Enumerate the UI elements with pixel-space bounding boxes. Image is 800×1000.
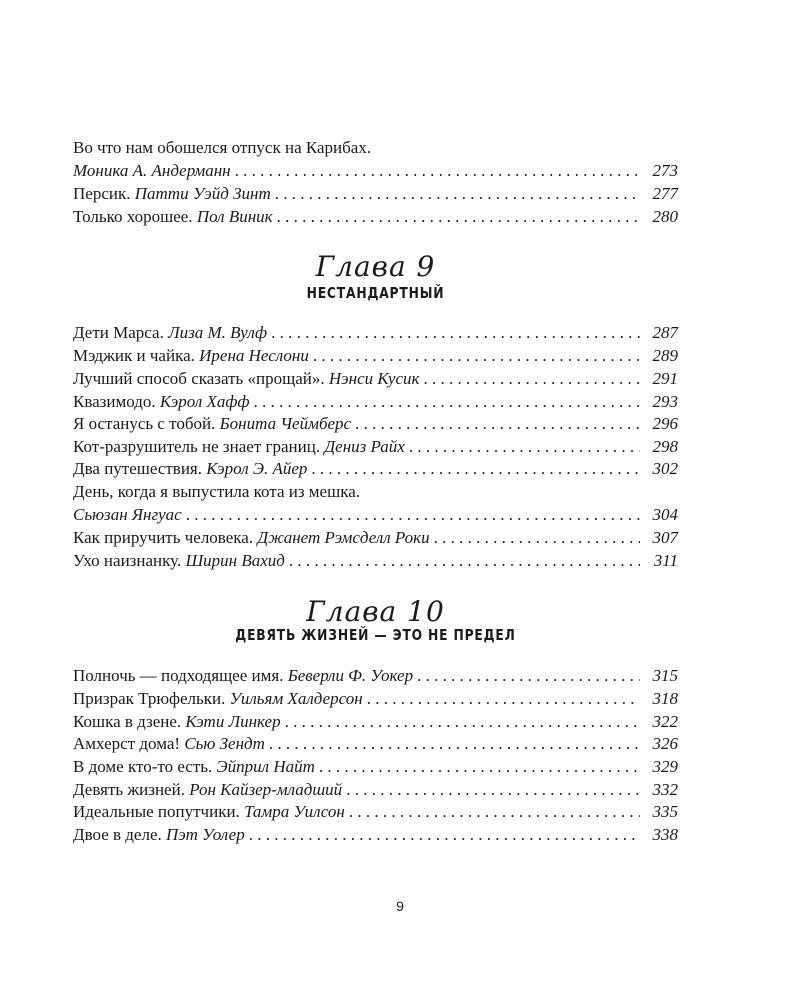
entry-title: Квазимодо. <box>73 392 160 411</box>
leader-dots <box>285 710 640 733</box>
entry-author: Пэт Уолер <box>166 825 245 844</box>
leader-dots <box>254 390 640 413</box>
entry-author: Ирена Неслони <box>199 346 309 365</box>
entry-page-number: 311 <box>653 551 678 570</box>
entry-page-number: 307 <box>652 528 678 547</box>
toc-entry[interactable] <box>73 159 678 182</box>
toc-entry[interactable] <box>73 390 678 413</box>
entry-title: Призрак Трюфельки. <box>73 689 230 708</box>
leader-dots <box>289 549 640 572</box>
entry-title: Кот-разрушитель не знает границ. <box>73 437 325 456</box>
leader-dots <box>434 526 640 549</box>
toc-entry[interactable] <box>73 526 678 549</box>
entry-page-number: 277 <box>652 184 678 203</box>
leader-dots <box>275 182 640 205</box>
leader-dots <box>417 664 640 687</box>
entry-author: Беверли Ф. Уокер <box>287 666 414 685</box>
leader-dots <box>269 732 640 755</box>
toc-entry[interactable] <box>73 664 678 687</box>
leader-dots <box>186 503 640 526</box>
toc-entry[interactable] <box>73 800 678 823</box>
entry-title: Лучший способ сказать «прощай». <box>73 369 329 388</box>
leader-dots <box>311 457 640 480</box>
leader-dots <box>349 800 640 823</box>
entry-author: Кэти Линкер <box>185 712 281 731</box>
entry-page-number: 318 <box>652 689 678 708</box>
entry-page-number: 289 <box>652 346 678 365</box>
entry-author: Лиза М. Вулф <box>168 323 268 342</box>
entry-title: Дети Марса. <box>73 323 169 342</box>
toc-entry[interactable] <box>73 344 678 367</box>
entry-page-number: 287 <box>652 323 678 342</box>
entry-page-number: 273 <box>652 161 678 180</box>
leader-dots <box>346 778 640 801</box>
entry-author: Сью Зендт <box>184 734 265 753</box>
toc-entry[interactable] <box>73 435 678 458</box>
chapter-subtitle: НЕСТАНДАРТНЫЙ <box>306 284 445 302</box>
entry-author: Эйприл Найт <box>216 757 315 776</box>
leader-dots <box>277 205 640 228</box>
toc-entry[interactable] <box>73 412 678 435</box>
entry-title: Полночь — подходящее имя. <box>73 666 288 685</box>
entry-author: Моника А. Андерманн <box>73 161 231 180</box>
entry-title: День, когда я выпустила кота из мешка. <box>73 482 360 501</box>
entry-page-number: 338 <box>652 825 678 844</box>
toc-entry[interactable] <box>73 710 678 733</box>
entry-page-number: 293 <box>652 392 678 411</box>
toc-entry[interactable] <box>73 457 678 480</box>
entry-title: Девять жизней. <box>73 780 190 799</box>
entry-title: Идеальные попутчики. <box>73 802 245 821</box>
toc-entry[interactable] <box>73 205 678 228</box>
entry-author: Бонита Чеймберс <box>219 414 352 433</box>
entry-author: Пол Виник <box>196 207 273 226</box>
entry-page-number: 335 <box>652 802 678 821</box>
toc-entry[interactable] <box>73 732 678 755</box>
entry-title: Амхерст дома! <box>73 734 185 753</box>
leader-dots <box>249 823 640 846</box>
entry-page-number: 280 <box>652 207 678 226</box>
entry-page-number: 291 <box>652 369 678 388</box>
leader-dots <box>271 321 640 344</box>
toc-entry[interactable] <box>73 480 678 503</box>
leader-dots <box>319 755 640 778</box>
entry-author: Патти Уэйд Зинт <box>134 184 271 203</box>
entry-title: Как приручить человека. <box>73 528 258 547</box>
entry-page-number: 326 <box>652 734 678 753</box>
entry-title: Кошка в дзене. <box>73 712 186 731</box>
entry-title: Мэджик и чайка. <box>73 346 200 365</box>
leader-dots <box>235 159 640 182</box>
toc-entry[interactable] <box>73 367 678 390</box>
leader-dots <box>424 367 641 390</box>
chapter-heading: Глава 9 <box>315 250 436 283</box>
entry-author: Ширин Вахид <box>185 551 285 570</box>
entry-author: Тамра Уилсон <box>244 802 345 821</box>
entry-author: Кэрол Э. Айер <box>206 459 308 478</box>
toc-entry[interactable] <box>73 755 678 778</box>
entry-author: Уильям Халдерсон <box>229 689 363 708</box>
chapter-subtitle: ДЕВЯТЬ ЖИЗНЕЙ — ЭТО НЕ ПРЕДЕЛ <box>235 626 516 644</box>
entry-author: Джанет Рэмсделл Роки <box>257 528 430 547</box>
entry-title: Только хорошее. <box>73 207 197 226</box>
entry-author: Нэнси Кусик <box>328 369 420 388</box>
entry-author: Дениз Райх <box>324 437 405 456</box>
chapter-heading: Глава 10 <box>306 595 445 628</box>
entry-author: Рон Кайзер-младший <box>189 780 343 799</box>
entry-title: Во что нам обошелся отпуск на Карибах. <box>73 138 372 157</box>
leader-dots <box>355 412 640 435</box>
entry-title: В доме кто-то есть. <box>73 757 217 776</box>
toc-entry[interactable] <box>73 549 678 572</box>
entry-page-number: 332 <box>652 780 678 799</box>
entry-title: Персик. <box>73 184 135 203</box>
entry-title: Я останусь с тобой. <box>73 414 220 433</box>
entry-author: Кэрол Хафф <box>159 392 250 411</box>
entry-page-number: 329 <box>652 757 678 776</box>
entry-page-number: 315 <box>652 666 678 685</box>
entry-title: Два путешествия. <box>73 459 207 478</box>
toc-entry[interactable] <box>73 182 678 205</box>
toc-entry[interactable] <box>73 321 678 344</box>
toc-entry[interactable] <box>73 687 678 710</box>
leader-dots <box>313 344 640 367</box>
leader-dots <box>409 435 640 458</box>
toc-entry[interactable] <box>73 778 678 801</box>
entry-page-number: 298 <box>652 437 678 456</box>
entry-page-number: 322 <box>652 712 678 731</box>
entry-author: Сьюзан Янгуас <box>73 505 182 524</box>
page-number: 9 <box>396 898 404 914</box>
entry-title: Двое в деле. <box>73 825 167 844</box>
toc-entry[interactable] <box>73 823 678 846</box>
entry-page-number: 302 <box>652 459 678 478</box>
toc-entry[interactable] <box>73 136 678 159</box>
toc-entry[interactable] <box>73 503 678 526</box>
leader-dots <box>367 687 640 710</box>
entry-page-number: 304 <box>652 505 678 524</box>
entry-title: Ухо наизнанку. <box>73 551 186 570</box>
entry-page-number: 296 <box>652 414 678 433</box>
